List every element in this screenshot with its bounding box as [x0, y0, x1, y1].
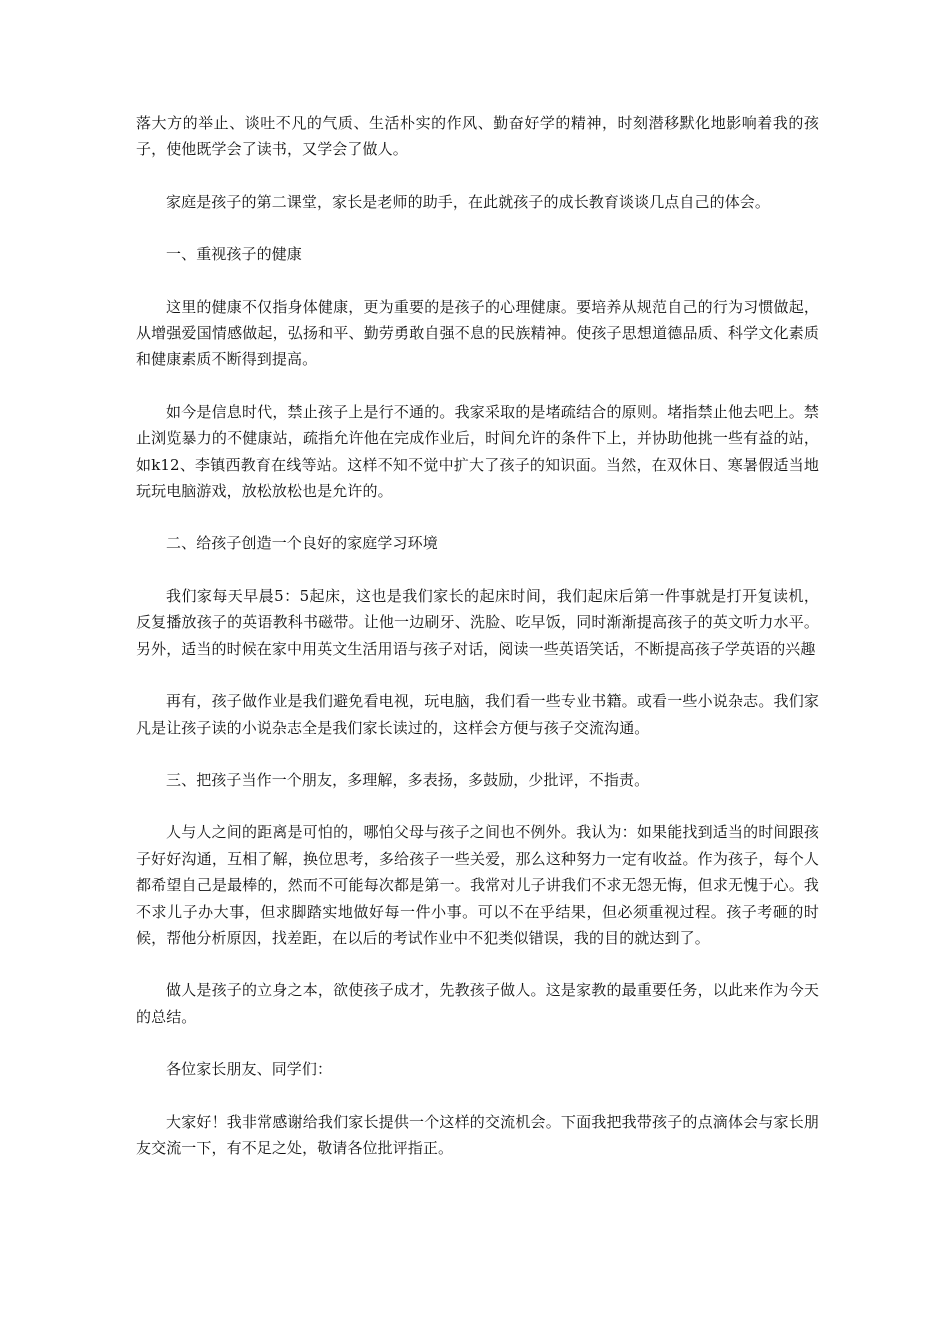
paragraph-salutation: 各位家长朋友、同学们：: [166, 1060, 333, 1079]
paragraph-morning-routine: 我们家每天早晨5：5起床，这也是我们家长的起床时间，我们起床后第一件事就是打开复读机，反复播放孩子的英语教科书磁带。让他一边刷牙、洗脸、吃早饭，同时渐渐提高孩子的英文听力水平。另外，适当的时候在家中用英文生活用语与孩子对话，阅读一些英语笑话，不断提高孩子学英语的兴趣: [136, 586, 819, 658]
section-heading-health: 一、重视孩子的健康: [166, 245, 302, 264]
paragraph-greeting: 大家好！我非常感谢给我们家长提供一个这样的交流机会。下面我把我带孩子的点滴体会与家长朋友交流一下，有不足之处，敬请各位批评指正。: [136, 1112, 819, 1157]
paragraph-homework: 再有，孩子做作业是我们避免看电视，玩电脑，我们看一些专业书籍。或看一些小说杂志。我们家凡是让孩子读的小说杂志全是我们家长读过的，这样会方便与孩子交流沟通。: [136, 692, 819, 737]
document-page: [136, 110, 819, 1161]
paragraph-communication: 人与人之间的距离是可怕的，哪怕父母与孩子之间也不例外。我认为：如果能找到适当的时间跟孩子好好沟通，互相了解，换位思考，多给孩子一些关爱，那么这种努力一定有收益。作为孩子，每个人都希望自己是最棒的，然而不可能每次都是第一。我常对儿子讲我们不求无怨无悔，但求无愧于心。我不求儿子办大事，但求脚踏实地做好每一件小事。可以不在乎结果，但必须重视过程。孩子考砸的时候，帮他分析原因，找差距，在以后的考试作业中不犯类似错误，我的目的就达到了。: [136, 823, 819, 947]
section-heading-friend: 三、把孩子当作一个朋友，多理解，多表扬，多鼓励，少批评，不指责。: [166, 770, 650, 789]
paragraph-continuation: 落大方的举止、谈吐不凡的气质、生活朴实的作风、勤奋好学的精神，时刻潜移默化地影响着我的孩子，使他既学会了读书，又学会了做人。: [136, 114, 819, 159]
paragraph-intro: 家庭是孩子的第二课堂，家长是老师的助手，在此就孩子的成长教育谈谈几点自己的体会。: [166, 192, 771, 211]
paragraph-internet: 如今是信息时代，禁止孩子上是行不通的。我家采取的是堵疏结合的原则。堵指禁止他去吧上。禁止浏览暴力的不健康站，疏指允许他在完成作业后，时间允许的条件下上，并协助他挑一些有益的站，如k12、李镇西教育在线等站。这样不知不觉中扩大了孩子的知识面。当然，在双休日、寒暑假适当地玩玩电脑游戏，放松放松也是允许的。: [136, 402, 819, 501]
paragraph-health: 这里的健康不仅指身体健康，更为重要的是孩子的心理健康。要培养从规范自己的行为习惯做起，从增强爱国情感做起，弘扬和平、勤劳勇敢自强不息的民族精神。使孩子思想道德品质、科学文化素质和健康素质不断得到提高。: [136, 297, 819, 369]
paragraph-summary: 做人是孩子的立身之本，欲使孩子成才，先教孩子做人。这是家教的最重要任务，以此来作为今天的总结。: [136, 981, 819, 1026]
section-heading-environment: 二、给孩子创造一个良好的家庭学习环境: [166, 534, 438, 553]
